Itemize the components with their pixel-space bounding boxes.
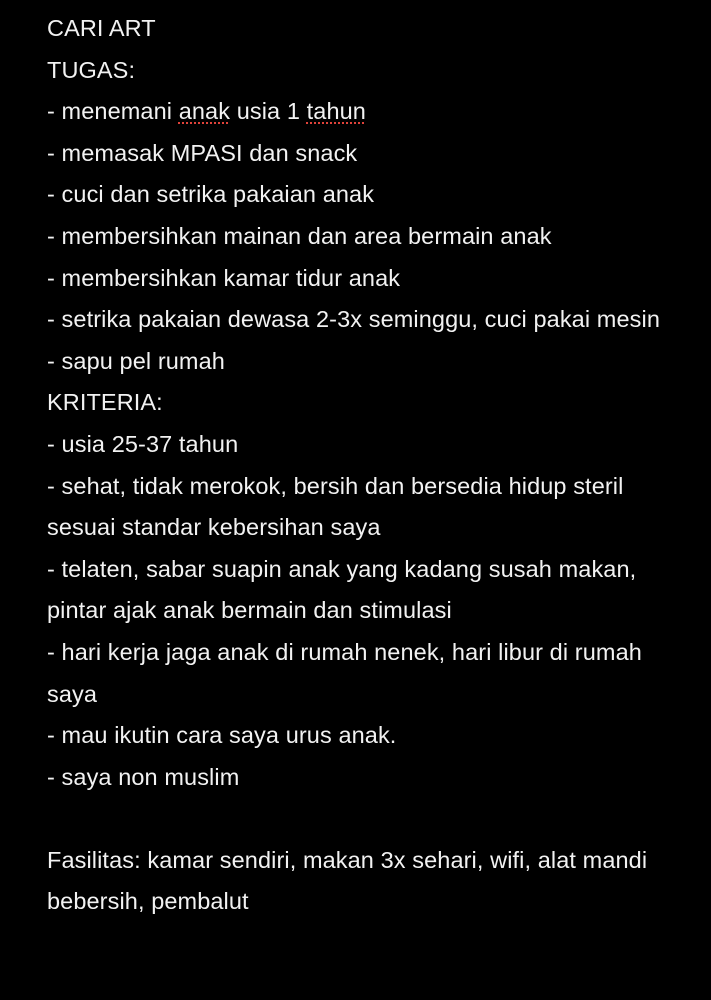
- task-item: - memasak MPASI dan snack: [47, 139, 358, 166]
- task-item: - setrika pakaian dewasa 2-3x seminggu, cuci pakai mesin: [47, 306, 660, 333]
- task-text: usia 1: [230, 98, 307, 125]
- tasks-heading: TUGAS:: [47, 56, 136, 83]
- criteria-item: - saya non muslim: [47, 763, 240, 790]
- task-item: - membersihkan mainan dan area bermain anak: [47, 222, 552, 249]
- task-item: [47, 91, 687, 133]
- note-body[interactable]: [47, 8, 687, 923]
- note-title: CARI ART: [47, 15, 156, 41]
- task-text: - menemani: [47, 98, 179, 125]
- misspelled-word[interactable]: anak: [178, 98, 231, 125]
- criteria-item: - telaten, sabar suapin anak yang kadang susah makan, pintar ajak anak bermain dan stimulasi: [47, 555, 637, 624]
- criteria-item: - usia 25-37 tahun: [47, 430, 239, 457]
- task-item: - cuci dan setrika pakaian anak: [47, 181, 375, 208]
- criteria-heading: KRITERIA:: [47, 389, 163, 416]
- misspelled-word[interactable]: tahun: [306, 98, 366, 125]
- facilities-text: Fasilitas: kamar sendiri, makan 3x sehari, wifi, alat mandi bebersih, pembalut: [47, 846, 648, 915]
- criteria-item: - mau ikutin cara saya urus anak.: [47, 722, 397, 749]
- task-item: - sapu pel rumah: [47, 347, 225, 374]
- blank-line: [47, 798, 687, 840]
- criteria-item: - sehat, tidak merokok, bersih dan bersedia hidup steril sesuai standar kebersihan saya: [47, 472, 624, 541]
- criteria-item: - hari kerja jaga anak di rumah nenek, hari libur di rumah saya: [47, 638, 642, 707]
- task-item: - membersihkan kamar tidur anak: [47, 264, 401, 291]
